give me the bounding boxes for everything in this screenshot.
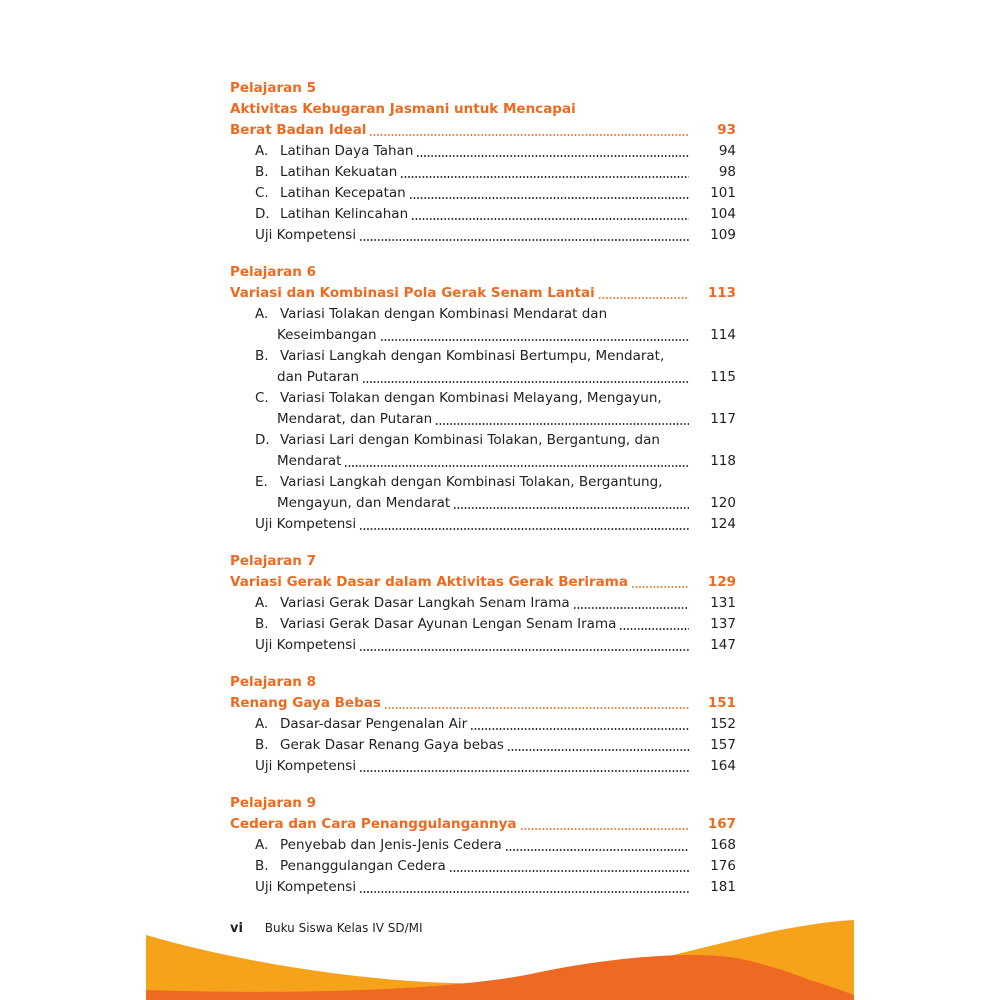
entry-letter: A.: [255, 595, 269, 611]
toc-section: [230, 78, 736, 246]
entry-letter: D.: [255, 206, 270, 222]
page-number: 181: [710, 879, 736, 895]
dot-leader: [359, 528, 689, 530]
entry-text: Uji Kompetensi: [255, 227, 357, 243]
toc-entry[interactable]: [230, 593, 736, 614]
entry-text: Dasar-dasar Pengenalan Air: [280, 716, 468, 732]
page-number: 164: [710, 758, 736, 774]
page-number: 131: [710, 595, 736, 611]
toc-entry[interactable]: [230, 183, 736, 204]
entry-letter: A.: [255, 143, 269, 159]
lesson-label: Pelajaran 9: [230, 795, 316, 811]
lesson-title-line[interactable]: [230, 99, 736, 120]
dot-leader: [598, 297, 689, 299]
dot-leader: [411, 218, 689, 220]
entry-text: Variasi Tolakan dengan Kombinasi Melayang, Mengayun,: [280, 390, 662, 406]
entry-letter: B.: [255, 858, 269, 874]
dot-leader: [362, 381, 689, 383]
dot-leader: [619, 628, 689, 630]
toc-entry[interactable]: [230, 756, 736, 777]
lesson-title-line[interactable]: [230, 283, 736, 304]
entry-letter: C.: [255, 390, 269, 406]
entry-text: Mendarat, dan Putaran: [277, 411, 433, 427]
lesson-label: Pelajaran 6: [230, 264, 316, 280]
dot-leader: [380, 339, 689, 341]
entry-text: Uji Kompetensi: [255, 637, 357, 653]
dot-leader: [369, 134, 689, 136]
entry-letter: B.: [255, 348, 269, 364]
entry-text: Variasi Tolakan dengan Kombinasi Mendarat dan: [280, 306, 608, 322]
entry-text: Latihan Daya Tahan: [280, 143, 414, 159]
entry-text: Penanggulangan Cedera: [280, 858, 446, 874]
page-number: 118: [710, 453, 736, 469]
entry-text: Latihan Kekuatan: [280, 164, 398, 180]
toc-entry[interactable]: [230, 204, 736, 225]
lesson-title-line[interactable]: [230, 693, 736, 714]
toc-entry[interactable]: [230, 635, 736, 656]
page-number: 120: [710, 495, 736, 511]
entry-text: Latihan Kecepatan: [280, 185, 406, 201]
page-number: 113: [707, 285, 736, 301]
page-number: 167: [707, 816, 736, 832]
toc-entry[interactable]: [230, 714, 736, 735]
toc-entry[interactable]: [230, 388, 736, 409]
decorative-waves: [146, 900, 854, 1000]
entry-text: Uji Kompetensi: [255, 758, 357, 774]
dot-leader: [359, 891, 689, 893]
lesson-title-text: Cedera dan Cara Penanggulangannya: [230, 816, 517, 832]
page-number: 114: [710, 327, 736, 343]
lesson-title-line[interactable]: [230, 120, 736, 141]
page-number: 168: [710, 837, 736, 853]
toc-entry[interactable]: [230, 735, 736, 756]
entry-letter: D.: [255, 432, 270, 448]
entry-text: Variasi Langkah dengan Kombinasi Tolakan, Bergantung,: [280, 474, 663, 490]
dot-leader: [384, 707, 689, 709]
toc-entry[interactable]: [230, 835, 736, 856]
toc-section: [230, 672, 736, 777]
page-number: 109: [710, 227, 736, 243]
toc-section: [230, 262, 736, 535]
toc-entry[interactable]: [230, 409, 736, 430]
page-number: 104: [710, 206, 736, 222]
toc-section: [230, 551, 736, 656]
dot-leader: [435, 423, 689, 425]
entry-letter: B.: [255, 737, 269, 753]
dot-leader: [573, 607, 689, 609]
dot-leader: [359, 770, 689, 772]
page-number: 93: [717, 122, 736, 138]
entry-text: Penyebab dan Jenis-Jenis Cedera: [280, 837, 502, 853]
page-number: 94: [718, 143, 736, 159]
toc-entry[interactable]: [230, 430, 736, 451]
dot-leader: [409, 197, 689, 199]
page-number: 176: [710, 858, 736, 874]
entry-text: Variasi Lari dengan Kombinasi Tolakan, Bergantung, dan: [280, 432, 660, 448]
toc-entry[interactable]: [230, 141, 736, 162]
page-number: 101: [710, 185, 736, 201]
lesson-label: Pelajaran 5: [230, 80, 316, 96]
page-number: 98: [718, 164, 736, 180]
dot-leader: [359, 239, 689, 241]
entry-text: Variasi Langkah dengan Kombinasi Bertumpu, Mendarat,: [280, 348, 665, 364]
dot-leader: [453, 507, 689, 509]
entry-text: Mendarat: [277, 453, 342, 469]
toc-entry[interactable]: [230, 614, 736, 635]
dot-leader: [449, 870, 689, 872]
toc-entry[interactable]: [230, 856, 736, 877]
page-number: 129: [707, 574, 736, 590]
page-number: 157: [710, 737, 736, 753]
toc-section: [230, 793, 736, 898]
dot-leader: [631, 586, 689, 588]
page-number: 117: [710, 411, 736, 427]
entry-letter: E.: [255, 474, 268, 490]
lesson-title-line[interactable]: [230, 572, 736, 593]
dot-leader: [344, 465, 689, 467]
entry-letter: A.: [255, 306, 269, 322]
lesson-title-line[interactable]: [230, 814, 736, 835]
lesson-label: Pelajaran 7: [230, 553, 316, 569]
toc-entry[interactable]: [230, 304, 736, 325]
toc-entry[interactable]: [230, 514, 736, 535]
dot-leader: [507, 749, 689, 751]
dot-leader: [416, 155, 689, 157]
toc-entry[interactable]: [230, 162, 736, 183]
page-number: 152: [710, 716, 736, 732]
toc-entry[interactable]: [230, 472, 736, 493]
toc-entry[interactable]: [230, 493, 736, 514]
page-number: 147: [710, 637, 736, 653]
dot-leader: [505, 849, 689, 851]
page-number: 124: [710, 516, 736, 532]
entry-letter: A.: [255, 716, 269, 732]
entry-text: Mengayun, dan Mendarat: [277, 495, 451, 511]
page-number: 115: [710, 369, 736, 385]
toc-entry[interactable]: [230, 325, 736, 346]
toc-entry[interactable]: [230, 451, 736, 472]
entry-text: Variasi Gerak Dasar Ayunan Lengan Senam Irama: [280, 616, 617, 632]
entry-text: Latihan Kelincahan: [280, 206, 409, 222]
entry-letter: A.: [255, 837, 269, 853]
entry-text: Variasi Gerak Dasar Langkah Senam Irama: [280, 595, 570, 611]
entry-text: Uji Kompetensi: [255, 516, 357, 532]
dot-leader: [520, 828, 690, 830]
entry-text: Uji Kompetensi: [255, 879, 357, 895]
toc-entry[interactable]: [230, 346, 736, 367]
dot-leader: [400, 176, 689, 178]
lesson-title-text: Aktivitas Kebugaran Jasmani untuk Mencapai: [230, 101, 576, 117]
entry-letter: B.: [255, 164, 269, 180]
toc-entry[interactable]: [230, 367, 736, 388]
page-footer: [230, 921, 423, 936]
page-number: 137: [710, 616, 736, 632]
lesson-label: Pelajaran 8: [230, 674, 316, 690]
dot-leader: [470, 728, 689, 730]
toc-entry[interactable]: [230, 225, 736, 246]
page-number: 151: [707, 695, 736, 711]
toc-entry[interactable]: [230, 877, 736, 898]
lesson-title-text: Berat Badan Ideal: [230, 122, 367, 138]
entry-text: Gerak Dasar Renang Gaya bebas: [280, 737, 504, 753]
book-title: Buku Siswa Kelas IV SD/MI: [264, 921, 423, 935]
lesson-title-text: Variasi dan Kombinasi Pola Gerak Senam Lantai: [230, 285, 595, 301]
entry-letter: B.: [255, 616, 269, 632]
dot-leader: [359, 649, 689, 651]
table-of-contents: [230, 78, 736, 914]
entry-letter: C.: [255, 185, 269, 201]
entry-text: Keseimbangan: [277, 327, 377, 343]
lesson-title-text: Variasi Gerak Dasar dalam Aktivitas Gerak Berirama: [230, 574, 628, 590]
lesson-title-text: Renang Gaya Bebas: [230, 695, 381, 711]
entry-text: dan Putaran: [277, 369, 360, 385]
page-number: vi: [230, 921, 243, 936]
